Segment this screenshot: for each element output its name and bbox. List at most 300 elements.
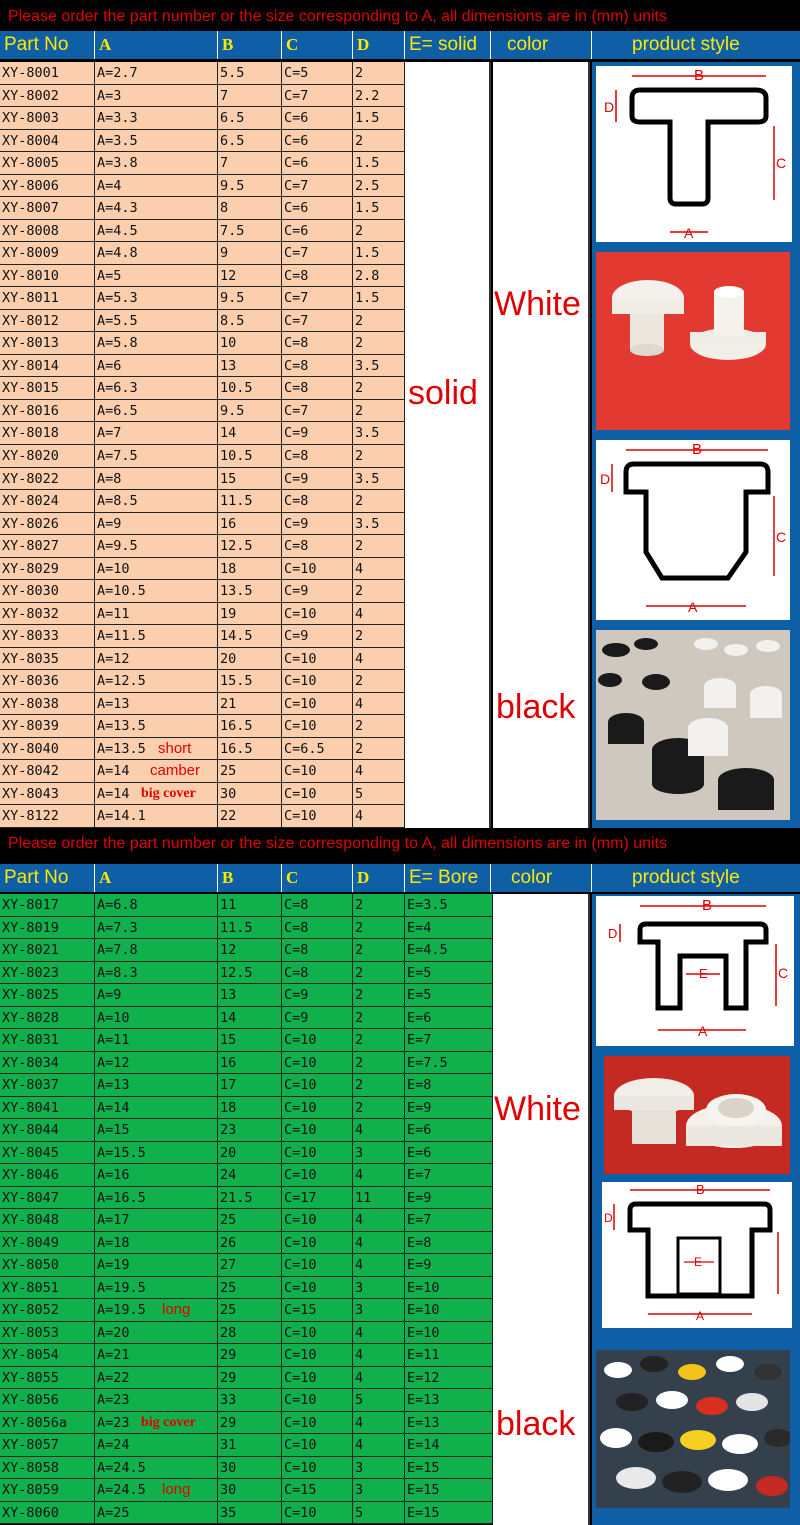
a-cell: A=19 [95,1254,218,1277]
table-row [0,85,405,108]
d-cell: 2 [353,738,405,761]
e-cell: E=5 [405,984,493,1007]
part-no-cell: XY-8012 [0,310,95,333]
part-no-cell: XY-8053 [0,1322,95,1345]
table-row [0,422,405,445]
part-no-cell: XY-8046 [0,1164,95,1187]
svg-text:A: A [688,599,698,615]
c-cell: C=9 [282,580,353,603]
svg-text:B: B [696,1182,705,1197]
part-no-cell: XY-8058 [0,1457,95,1480]
c-cell: C=8 [282,917,353,940]
a-cell: A=6.8 [95,894,218,917]
d-cell: 3.5 [353,468,405,491]
a-cell: A=12.5 [95,670,218,693]
b-cell: 10.5 [218,377,282,400]
svg-text:A: A [684,225,694,241]
d-cell: 2.2 [353,85,405,108]
b-cell: 8.5 [218,310,282,333]
e-cell: E=7 [405,1164,493,1187]
b-cell: 12 [218,939,282,962]
table-row [0,783,405,806]
a-cell: A=14 [95,783,218,806]
a-cell: A=3.3 [95,107,218,130]
header-e: E= Bore [405,864,491,892]
part-no-cell: XY-8037 [0,1074,95,1097]
c-cell: C=10 [282,1142,353,1165]
header-style: product style [632,34,740,55]
header-color: color [491,31,592,59]
table-row [0,917,493,940]
part-no-cell: XY-8010 [0,265,95,288]
b-cell: 17 [218,1074,282,1097]
table-row [0,1412,493,1435]
a-cell: A=4 [95,175,218,198]
c-cell: C=15 [282,1299,353,1322]
svg-text:C: C [776,155,787,171]
a-cell: A=10 [95,1007,218,1030]
table-row [0,738,405,761]
d-cell: 3.5 [353,355,405,378]
header-c: C [282,864,353,892]
d-cell: 4 [353,1322,405,1345]
e-cell: E=9 [405,1187,493,1210]
d-cell: 4 [353,1232,405,1255]
part-no-cell: XY-8026 [0,513,95,536]
white-bushing-photo-icon [604,1056,790,1174]
header-b: B [218,864,282,892]
table1-e-column [405,62,491,828]
table-row [0,355,405,378]
table-row [0,1344,493,1367]
b-cell: 13 [218,355,282,378]
c-cell: C=6 [282,130,353,153]
color-black-label-2: black [496,1405,576,1443]
tapered-plug-diagram-icon [596,440,790,620]
a-cell: A=5.3 [95,287,218,310]
part-no-cell: XY-8022 [0,468,95,491]
a-cell: A=7 [95,422,218,445]
b-cell: 24 [218,1164,282,1187]
c-cell: C=10 [282,1074,353,1097]
part-no-cell: XY-8050 [0,1254,95,1277]
c-cell: C=8 [282,490,353,513]
svg-text:C: C [776,529,787,545]
d-cell: 2 [353,984,405,1007]
part-no-cell: XY-8049 [0,1232,95,1255]
b-cell: 30 [218,1457,282,1480]
part-no-cell: XY-8013 [0,332,95,355]
d-cell: 1.5 [353,152,405,175]
table-row [0,1232,493,1255]
c-cell: C=8 [282,894,353,917]
c-cell: C=9 [282,984,353,1007]
d-cell: 2 [353,1052,405,1075]
d-cell: 4 [353,1119,405,1142]
table-row [0,130,405,153]
b-cell: 15 [218,468,282,491]
a-cell: A=17 [95,1209,218,1232]
c-cell: C=9 [282,422,353,445]
e-solid-label: solid [408,374,478,412]
c-cell: C=6 [282,152,353,175]
svg-text:D: D [600,471,611,487]
a-cell: A=12 [95,648,218,671]
d-cell: 5 [353,1389,405,1412]
table-row [0,580,405,603]
b-cell: 7.5 [218,220,282,243]
part-no-cell: XY-8005 [0,152,95,175]
table2-header [0,864,800,892]
table-row [0,1367,493,1390]
e-cell: E=4 [405,917,493,940]
c-cell: C=10 [282,760,353,783]
part-no-cell: XY-8032 [0,603,95,626]
table-row [0,242,405,265]
a-cell: A=14 [95,1097,218,1120]
a-cell: A=4.3 [95,197,218,220]
a-cell: A=8 [95,468,218,491]
part-no-cell: XY-8008 [0,220,95,243]
d-cell: 2 [353,917,405,940]
d-cell: 3 [353,1142,405,1165]
part-no-cell: XY-8030 [0,580,95,603]
a-cell: A=5.5 [95,310,218,333]
a-cell: A=8.5 [95,490,218,513]
e-cell: E=10 [405,1277,493,1300]
d-cell: 2 [353,535,405,558]
a-cell: A=6.3 [95,377,218,400]
b-cell: 35 [218,1502,282,1525]
e-cell: E=10 [405,1299,493,1322]
table-row [0,468,405,491]
table-row [0,490,405,513]
part-no-cell: XY-8057 [0,1434,95,1457]
a-cell: A=13.5 [95,738,218,761]
part-no-cell: XY-8027 [0,535,95,558]
a-cell: A=8.3 [95,962,218,985]
part-no-cell: XY-8016 [0,400,95,423]
a-cell: A=5.8 [95,332,218,355]
a-cell: A=6 [95,355,218,378]
c-cell: C=10 [282,1097,353,1120]
table-row [0,1502,493,1525]
part-no-cell: XY-8019 [0,917,95,940]
table-row [0,62,405,85]
c-cell: C=17 [282,1187,353,1210]
c-cell: C=9 [282,1007,353,1030]
b-cell: 10.5 [218,445,282,468]
a-cell: A=21 [95,1344,218,1367]
c-cell: C=7 [282,85,353,108]
c-cell: C=10 [282,1232,353,1255]
d-cell: 4 [353,1412,405,1435]
d-cell: 2 [353,1007,405,1030]
a-cell: A=11 [95,1029,218,1052]
table-row [0,1074,493,1097]
part-no-cell: XY-8033 [0,625,95,648]
c-cell: C=10 [282,558,353,581]
d-cell: 2 [353,62,405,85]
c-cell: C=8 [282,332,353,355]
e-cell: E=3.5 [405,894,493,917]
c-cell: C=10 [282,1322,353,1345]
part-no-cell: XY-8035 [0,648,95,671]
table-row [0,805,405,828]
table-row [0,1029,493,1052]
d-cell: 2 [353,220,405,243]
table-row [0,265,405,288]
table-row [0,1299,493,1322]
svg-text:D: D [604,99,615,115]
d-cell: 3 [353,1457,405,1480]
e-cell: E=6 [405,1142,493,1165]
a-cell: A=4.5 [95,220,218,243]
a-cell: A=16 [95,1164,218,1187]
a-cell: A=16.5 [95,1187,218,1210]
part-no-cell: XY-8051 [0,1277,95,1300]
b-cell: 13 [218,984,282,1007]
part-no-cell: XY-8021 [0,939,95,962]
c-cell: C=10 [282,693,353,716]
a-cell: A=7.8 [95,939,218,962]
b-cell: 28 [218,1322,282,1345]
header-c: C [282,31,353,59]
c-cell: C=7 [282,242,353,265]
c-cell: C=6 [282,107,353,130]
table-row [0,1164,493,1187]
c-cell: C=10 [282,715,353,738]
c-cell: C=7 [282,310,353,333]
c-cell: C=10 [282,1052,353,1075]
a-cell: A=22 [95,1367,218,1390]
b-cell: 9.5 [218,287,282,310]
b-cell: 29 [218,1412,282,1435]
d-cell: 2 [353,490,405,513]
mixed-color-plugs-photo-icon [596,1350,790,1508]
d-cell: 4 [353,603,405,626]
a-cell: A=11.5 [95,625,218,648]
b-cell: 16.5 [218,715,282,738]
d-cell: 2.5 [353,175,405,198]
e-cell: E=10 [405,1322,493,1345]
b-cell: 33 [218,1389,282,1412]
d-cell: 4 [353,1164,405,1187]
d-cell: 4 [353,1209,405,1232]
e-cell: E=8 [405,1074,493,1097]
d-cell: 3.5 [353,422,405,445]
b-cell: 23 [218,1119,282,1142]
a-cell: A=3.5 [95,130,218,153]
a-cell: A=24 [95,1434,218,1457]
d-cell: 4 [353,1367,405,1390]
a-cell: A=11 [95,603,218,626]
c-cell: C=7 [282,287,353,310]
part-no-cell: XY-8017 [0,894,95,917]
table-row [0,197,405,220]
e-cell: E=7 [405,1029,493,1052]
a-cell: A=24.5 [95,1457,218,1480]
header-d: D [353,864,405,892]
part-no-cell: XY-8015 [0,377,95,400]
a-cell: A=5 [95,265,218,288]
header-part-no: Part No [0,864,95,892]
table-row [0,310,405,333]
c-cell: C=10 [282,1277,353,1300]
b-cell: 19 [218,603,282,626]
a-cell: A=9 [95,513,218,536]
svg-text:B: B [702,897,713,914]
part-no-cell: XY-8031 [0,1029,95,1052]
c-cell: C=10 [282,1254,353,1277]
b-cell: 7 [218,85,282,108]
header-style: product style [632,867,740,888]
c-cell: C=10 [282,1119,353,1142]
a-cell: A=15 [95,1119,218,1142]
c-cell: C=6.5 [282,738,353,761]
b-cell: 10 [218,332,282,355]
c-cell: C=8 [282,355,353,378]
b-cell: 9 [218,242,282,265]
black-white-plugs-photo-icon [596,630,790,820]
a-cell: A=24.5 [95,1479,218,1502]
c-cell: C=8 [282,265,353,288]
part-no-cell: XY-8060 [0,1502,95,1525]
part-no-cell: XY-8059 [0,1479,95,1502]
c-cell: C=9 [282,468,353,491]
section2-banner: Please order the part number or the size corresponding to A, all dimensions are in (mm) units [0,830,800,858]
c-cell: C=10 [282,1164,353,1187]
c-cell: C=8 [282,445,353,468]
b-cell: 29 [218,1344,282,1367]
b-cell: 25 [218,1209,282,1232]
d-cell: 1.5 [353,197,405,220]
c-cell: C=10 [282,1389,353,1412]
table-row [0,1097,493,1120]
b-cell: 25 [218,760,282,783]
b-cell: 14 [218,422,282,445]
b-cell: 9.5 [218,175,282,198]
color-black-label-1: black [496,688,576,726]
part-no-cell: XY-8047 [0,1187,95,1210]
c-cell: C=15 [282,1479,353,1502]
table-row [0,152,405,175]
b-cell: 16 [218,513,282,536]
section1-banner: Please order the part number or the size corresponding to A, all dimensions are in (mm) units [0,3,800,31]
a-cell: A=25 [95,1502,218,1525]
e-cell: E=15 [405,1457,493,1480]
d-cell: 4 [353,805,405,828]
svg-text:B: B [692,441,703,458]
wide-bore-diagram-icon [602,1182,792,1328]
color-white-label-1: White [494,285,581,323]
d-cell: 4 [353,1434,405,1457]
table-row [0,1322,493,1345]
b-cell: 6.5 [218,130,282,153]
table-row [0,1209,493,1232]
a-cell: A=20 [95,1322,218,1345]
d-cell: 2 [353,400,405,423]
table1-header [0,31,800,59]
b-cell: 20 [218,648,282,671]
part-no-cell: XY-8006 [0,175,95,198]
b-cell: 12 [218,265,282,288]
bore-plug-diagram-icon [596,896,794,1046]
b-cell: 11 [218,894,282,917]
table-row [0,984,493,1007]
c-cell: C=5 [282,62,353,85]
d-cell: 2 [353,962,405,985]
c-cell: C=10 [282,670,353,693]
svg-text:A: A [696,1309,705,1323]
table-row [0,1389,493,1412]
part-no-cell: XY-8009 [0,242,95,265]
d-cell: 5 [353,1502,405,1525]
e-cell: E=6 [405,1007,493,1030]
e-cell: E=4.5 [405,939,493,962]
d-cell: 11 [353,1187,405,1210]
table-row [0,962,493,985]
d-cell: 3 [353,1479,405,1502]
e-cell: E=7 [405,1209,493,1232]
a-cell: A=14.1 [95,805,218,828]
table-row [0,760,405,783]
table-row [0,648,405,671]
c-cell: C=10 [282,1502,353,1525]
table-row [0,1277,493,1300]
part-no-cell: XY-8023 [0,962,95,985]
e-cell: E=13 [405,1389,493,1412]
e-cell: E=15 [405,1502,493,1525]
a-cell: A=7.5 [95,445,218,468]
table-row [0,377,405,400]
b-cell: 13.5 [218,580,282,603]
d-cell: 4 [353,693,405,716]
table-row [0,400,405,423]
c-cell: C=9 [282,625,353,648]
row-note: long [162,1481,191,1498]
header-color: color [491,864,592,892]
c-cell: C=8 [282,535,353,558]
d-cell: 4 [353,760,405,783]
svg-text:D: D [608,926,618,941]
b-cell: 7 [218,152,282,175]
b-cell: 20 [218,1142,282,1165]
table-row [0,1254,493,1277]
c-cell: C=10 [282,1367,353,1390]
a-cell: A=19.5 [95,1299,218,1322]
part-no-cell: XY-8043 [0,783,95,806]
a-cell: A=10.5 [95,580,218,603]
table-row [0,220,405,243]
d-cell: 1.5 [353,287,405,310]
part-no-cell: XY-8025 [0,984,95,1007]
part-no-cell: XY-8036 [0,670,95,693]
table-row [0,535,405,558]
part-no-cell: XY-8024 [0,490,95,513]
b-cell: 25 [218,1299,282,1322]
d-cell: 3 [353,1277,405,1300]
part-no-cell: XY-8045 [0,1142,95,1165]
c-cell: C=8 [282,939,353,962]
b-cell: 30 [218,1479,282,1502]
c-cell: C=10 [282,783,353,806]
table-row [0,670,405,693]
a-cell: A=13 [95,693,218,716]
svg-text:D: D [604,1211,613,1225]
a-cell: A=13 [95,1074,218,1097]
b-cell: 12.5 [218,962,282,985]
